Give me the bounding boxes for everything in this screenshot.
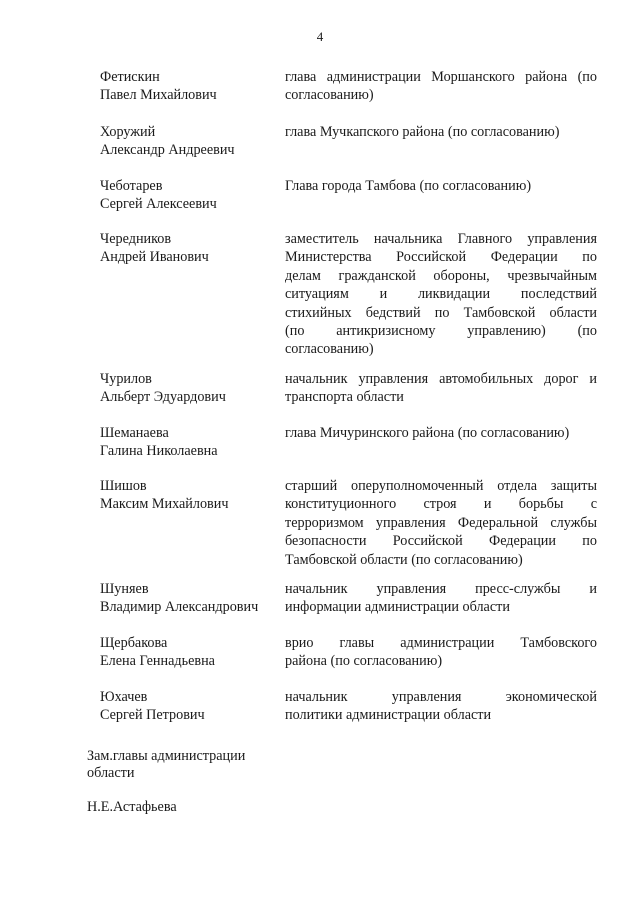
member-given-names: Альберт Эдуардович	[100, 389, 226, 406]
position-line: начальник управления автомобильных дорог и	[285, 371, 597, 387]
member-given-names: Александр Андреевич	[100, 142, 235, 159]
member-position	[285, 230, 597, 359]
position-line: района (по согласованию)	[285, 653, 443, 670]
member-given-names: Галина Николаевна	[100, 443, 218, 460]
member-name	[100, 580, 278, 617]
position-line: Министерства Российской Федерации по	[285, 249, 597, 266]
member-name	[100, 177, 278, 214]
member-given-names: Владимир Александрович	[100, 599, 259, 616]
member-name	[100, 424, 278, 461]
position-line: ситуациям и ликвидации последствий	[285, 286, 597, 303]
member-given-names: Максим Михайлович	[100, 496, 229, 513]
position-line: старший оперуполномоченный отдела защиты	[285, 478, 597, 494]
member-position	[285, 68, 597, 105]
member-name	[100, 634, 278, 671]
member-name	[100, 477, 278, 514]
position-line: Тамбовской области (по согласованию)	[285, 551, 523, 568]
position-line: делам гражданской обороны, чрезвычайным	[285, 267, 597, 284]
member-position	[285, 177, 597, 195]
member-position	[285, 123, 597, 141]
member-position	[285, 634, 597, 671]
member-position	[285, 688, 597, 725]
member-name	[100, 370, 278, 407]
position-line: (по антикризисному управлению) (по	[285, 323, 597, 340]
position-line: согласованию)	[285, 341, 374, 358]
member-name	[100, 68, 278, 105]
member-given-names: Елена Геннадьевна	[100, 653, 215, 670]
position-line: заместитель начальника Главного управления	[285, 231, 597, 247]
member-surname: Чурилов	[100, 371, 152, 387]
member-surname: Юхачев	[100, 689, 148, 705]
member-surname: Чередников	[100, 231, 172, 247]
member-given-names: Андрей Иванович	[100, 249, 209, 266]
member-name	[100, 123, 278, 160]
member-given-names: Сергей Петрович	[100, 707, 205, 724]
member-surname: Чеботарев	[100, 178, 163, 194]
position-line: глава администрации Моршанского района (по	[285, 69, 597, 85]
position-line: Глава города Тамбова (по согласованию)	[285, 178, 532, 194]
signature-block	[87, 748, 327, 816]
member-surname: Фетискин	[100, 69, 160, 85]
signature-person: Н.Е.Астафьева	[87, 799, 177, 815]
position-line: терроризмом управления Федеральной службы	[285, 514, 597, 531]
member-name	[100, 230, 278, 267]
member-surname: Шуняев	[100, 581, 149, 597]
position-line: врио главы администрации Тамбовского	[285, 635, 597, 651]
position-line: глава Мучкапского района (по согласованию)	[285, 124, 560, 140]
position-line: безопасности Российской Федерации по	[285, 533, 597, 550]
position-line: транспорта области	[285, 389, 404, 406]
member-position	[285, 424, 597, 442]
member-surname: Хоружий	[100, 124, 156, 140]
member-position	[285, 477, 597, 569]
member-surname: Шеманаева	[100, 425, 169, 441]
position-line: начальник управления экономической	[285, 689, 597, 705]
member-position	[285, 580, 597, 617]
position-line: начальник управления пресс-службы и	[285, 581, 597, 597]
position-line: политики администрации области	[285, 707, 492, 724]
signature-org: области	[87, 765, 135, 781]
page-number: 4	[316, 29, 324, 44]
position-line: согласованию)	[285, 87, 374, 104]
position-line: стихийных бедствий по Тамбовской области	[285, 304, 597, 321]
signature-title: Зам.главы администрации	[87, 748, 246, 764]
position-line: информации администрации области	[285, 599, 510, 616]
member-surname: Шишов	[100, 478, 147, 494]
member-name	[100, 688, 278, 725]
member-position	[285, 370, 597, 407]
position-line: глава Мичуринского района (по согласованию)	[285, 425, 570, 441]
member-given-names: Сергей Алексеевич	[100, 196, 217, 213]
member-given-names: Павел Михайлович	[100, 87, 217, 104]
signature-line	[87, 765, 327, 816]
member-surname: Щербакова	[100, 635, 168, 651]
position-line: конституционного строя и борьбы с	[285, 496, 597, 513]
